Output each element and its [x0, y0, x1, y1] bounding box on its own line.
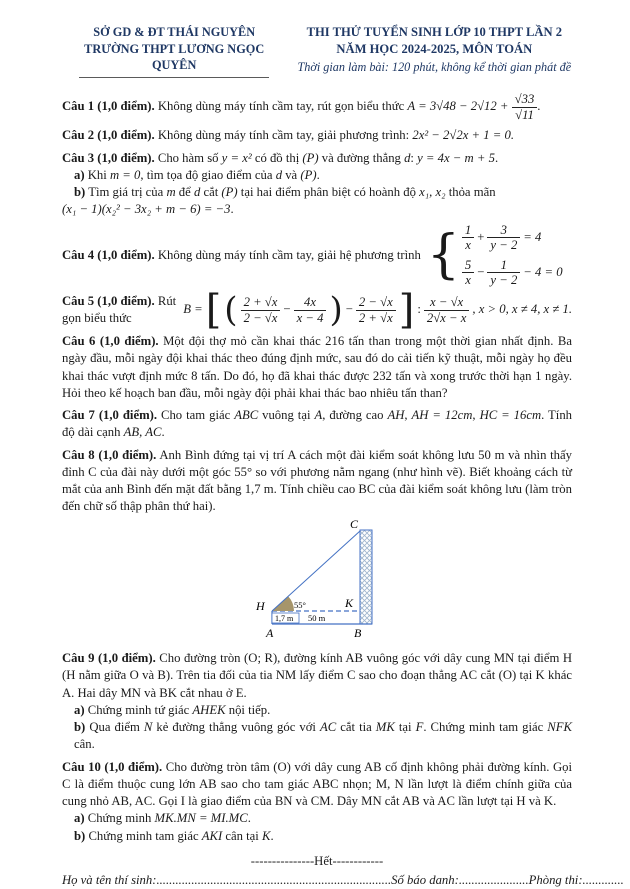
point-B-label: B [354, 625, 362, 640]
exam-duration: Thời gian làm bài: 120 phút, không kể thời gian phát đề [297, 60, 572, 75]
q10b-text: cân tại [222, 828, 263, 843]
candidate-name-label: Họ và tên thí sinh: [62, 873, 157, 888]
question-3a [74, 167, 572, 184]
lhs: B = [183, 302, 203, 317]
right-bracket: ] [398, 287, 415, 334]
q3a-math: (P) [300, 167, 317, 182]
school-name: TRƯỜNG THPT LƯƠNG NGỌC QUYÊN [84, 41, 265, 73]
q9b-math: F [415, 720, 424, 735]
q10a-text: . [247, 811, 251, 826]
exam-title-block [297, 24, 572, 78]
question-10b [74, 828, 572, 845]
divide-colon: : [417, 302, 421, 317]
exam-title: THI THỬ TUYỂN SINH LỚP 10 THPT LẦN 2 [306, 25, 563, 39]
question-8 [62, 447, 572, 516]
document-header [62, 24, 572, 78]
question-10a [74, 810, 572, 827]
q10a-math: MK.MN = MI.MC [154, 811, 248, 826]
q3a-text: Khi [84, 167, 110, 182]
question-1-fraction [512, 92, 541, 122]
candidate-number-dots: ...................... [458, 873, 529, 888]
end-marker: ---------------Hết------------ [250, 853, 384, 868]
rhs: − 4 = 0 [523, 265, 563, 280]
q7-text: . Tính độ dài cạnh [62, 408, 573, 440]
question-4-text: Không dùng máy tính cầm tay, giải hệ phương trình [154, 247, 421, 262]
question-6-body: Một đội thợ mỏ cần khai thác 216 tấn than trong một thời gian nhất định. Ba ngày đầu, mỗi ngày đội khai thác theo đúng định mức, sau đó do cải tiến kỹ thuật, mỗi ngày họ đều khai thác vượt định mức 8 tấn. Do đó, họ đã khai thác được 232 tấn và xong trước thời hạn 1 ngày. Hỏi theo kế hoạch ban đầu, mỗi ngày đội phải khai thác bao nhiêu tấn than? [62, 334, 572, 400]
num: x − √x [430, 294, 464, 309]
q10b-text: . [270, 828, 274, 843]
conditions: , x > 0, x ≠ 4, x ≠ 1. [472, 302, 572, 317]
system-brace: { [426, 224, 460, 285]
q9b-text: Qua điểm [85, 720, 144, 735]
num: 1 [464, 222, 472, 237]
q3b-math: x₁, x₂ [419, 185, 446, 200]
den: x [462, 272, 474, 288]
question-2-formula: 2x² − 2√2x + 1 = 0. [412, 128, 514, 143]
q3-text: có đồ thị [251, 150, 303, 165]
q9b-math: NFK [547, 720, 572, 735]
q3a-math: d [275, 167, 283, 182]
q9b-text: . Chứng minh tam giác [423, 720, 548, 735]
frac [294, 295, 327, 325]
question-9 [62, 650, 572, 702]
q7-text: vuông tại [258, 408, 315, 423]
question-10 [62, 759, 572, 811]
q3b-marker: b) [74, 185, 86, 200]
den: 2 − √x [241, 310, 281, 326]
q3b-math: m [166, 185, 176, 200]
question-2-label: Câu 2 (1,0 điểm). [62, 128, 155, 143]
q3b-period: . [230, 202, 234, 217]
q9a-text: nội tiếp. [225, 702, 271, 717]
q3-math: y = x² [221, 150, 252, 165]
q9b-text: cân. [74, 737, 95, 752]
q10b-math: AKI [201, 828, 223, 843]
operator: + [477, 230, 485, 245]
question-9a [74, 702, 572, 719]
q3-text: và đường thẳng [318, 150, 405, 165]
q3b-text: tại hai điểm phân biệt có hoành độ [237, 185, 420, 200]
q7-text: , [472, 408, 480, 423]
eye-height-label: 1,7 m [275, 613, 294, 623]
frac [462, 258, 474, 288]
question-7 [62, 407, 572, 442]
q3-text: : [410, 150, 418, 165]
q3b-text: để [175, 185, 194, 200]
frac [241, 295, 281, 325]
question-6 [62, 333, 572, 402]
point-A-label: A [266, 625, 274, 640]
num: 2 − √x [358, 294, 393, 309]
frac [356, 295, 396, 325]
distance-label: 50 m [308, 612, 326, 623]
candidate-name-dots: .......................................................................... [156, 873, 392, 888]
q7-math: AB, AC [123, 425, 162, 440]
frac [487, 258, 520, 288]
q9b-math: N [143, 720, 153, 735]
q10a-text: Chứng minh [84, 811, 155, 826]
question-7-label: Câu 7 (1,0 điểm). [62, 408, 158, 423]
q10b-math: K [262, 828, 271, 843]
q3b-text: Tìm giá trị của [85, 185, 167, 200]
question-4-label: Câu 4 (1,0 điểm). [62, 247, 155, 262]
q9b-text: cắt tia [336, 720, 376, 735]
school-block [62, 24, 286, 78]
tower-diagram [242, 518, 392, 640]
q3a-text: , tìm tọa độ giao điểm của [140, 167, 276, 182]
angle-wedge [272, 596, 294, 611]
q7-text: , đường cao [322, 408, 388, 423]
frac [462, 223, 474, 253]
num: 3 [500, 222, 508, 237]
q7-math: AH [387, 408, 405, 423]
question-1 [62, 92, 572, 122]
candidate-number-label: Số báo danh: [391, 873, 459, 888]
operator: − [345, 302, 353, 317]
q3b-math: (P) [221, 185, 238, 200]
equation-system [427, 223, 563, 288]
q3-math: y = 4x − m + 5 [417, 150, 495, 165]
frac [487, 223, 520, 253]
q3-text: Cho hàm số [157, 150, 222, 165]
point-K-label: K [345, 595, 354, 610]
question-9b [74, 719, 572, 754]
point-H-label: H [256, 598, 265, 613]
q3-text: . [494, 150, 499, 165]
operator: − [283, 302, 291, 317]
question-5-text: Rút gọn biểu thức [62, 293, 177, 326]
q3b-equation: (x₁ − 1)(x₂² − 3x₂ + m − 6) = −3 [62, 202, 231, 217]
system-equation-1 [462, 223, 563, 253]
question-10-label: Câu 10 (1,0 điểm). [62, 759, 163, 774]
question-8-label: Câu 8 (1,0 điểm). [62, 447, 157, 462]
q7-text: Cho tam giác [157, 408, 235, 423]
q3a-text: và [282, 167, 301, 182]
angle-label: 55° [294, 599, 306, 610]
fraction-denominator: √11 [512, 107, 537, 123]
den: 2 + √x [356, 310, 396, 326]
num: 1 [500, 257, 508, 272]
question-3-label: Câu 3 (1,0 điểm). [62, 150, 155, 165]
exam-subtitle: NĂM HỌC 2024-2025, MÔN TOÁN [336, 42, 533, 57]
question-6-label: Câu 6 (1,0 điểm). [62, 334, 159, 349]
den: x − 4 [294, 310, 327, 326]
den: y − 2 [487, 272, 520, 288]
den: x [462, 237, 474, 253]
q9b-text: tại [394, 720, 416, 735]
operator: − [477, 265, 485, 280]
system-equations [462, 223, 563, 288]
q3b-text: cắt [200, 185, 222, 200]
question-4 [62, 223, 572, 288]
candidate-info-line [62, 872, 624, 889]
question-5-intro [62, 293, 183, 328]
system-equation-2 [462, 258, 563, 288]
q10b-text: Chứng minh tam giác [85, 828, 202, 843]
department-name: SỞ GD & ĐT THÁI NGUYÊN [93, 25, 256, 39]
q3a-marker: a) [74, 167, 85, 182]
question-5 [62, 287, 572, 334]
question-4-intro [62, 247, 421, 264]
left-paren: ( [224, 289, 238, 330]
question-1-label: Câu 1 (1,0 điểm). [62, 99, 155, 114]
q7-math: HC = 16cm [479, 408, 542, 423]
question-10-body: Cho đường tròn tâm (O) với dây cung AB cố định không phải đường kính. Gọi C là điểm thuộc cung lớn AB sao cho tam giác ABC nhọn; M, N lần lượt là điểm chính giữa của cung nhỏ AB, AC. Gọi I là giao điểm của BN và CM. Dây MN cắt AB và AC lần lượt tại H và K. [62, 759, 572, 809]
q3b-math: d [193, 185, 201, 200]
q9a-math: AHEK [192, 702, 226, 717]
frac [424, 295, 469, 325]
q3-math: (P) [302, 150, 319, 165]
question-1-period: . [537, 99, 541, 114]
question-5-label: Câu 5 (1,0 điểm). [62, 293, 155, 308]
header-underline [79, 77, 269, 78]
q7-math: AH = 12cm [411, 408, 473, 423]
right-paren: ) [329, 289, 343, 330]
q10a-marker: a) [74, 811, 85, 826]
num: 5 [464, 257, 472, 272]
question-1-formula: A = 3√48 − 2√12 + [407, 99, 509, 114]
q3b-text: thỏa mãn [445, 185, 496, 200]
exam-room-dots: ............. [582, 873, 624, 888]
question-2-text: Không dùng máy tính cầm tay, giải phương trình: [154, 128, 413, 143]
q3-math: d [404, 150, 411, 165]
exam-room-label: Phòng thi: [528, 873, 583, 888]
question-8-body: Anh Bình đứng tại vị trí A cách một đài kiểm soát không lưu 50 m và nhìn thấy đỉnh C của đài này dưới một góc 55° so với phương nằm ngang (như hình vẽ). Biết khoảng cách từ mắt của anh Bình đến mặt đất bằng 1,7 m. Tính chiều cao BC của đài kiểm soát không lưu (làm tròn đến chữ số thập phân thứ hai). [62, 447, 572, 514]
num: 4x [304, 294, 316, 309]
q3a-text: . [316, 167, 320, 182]
q9b-marker: b) [74, 720, 86, 735]
fraction-numerator: √33 [514, 92, 535, 107]
q9a-text: Chứng minh tứ giác [84, 702, 193, 717]
q7-text: , [404, 408, 412, 423]
q10b-marker: b) [74, 828, 86, 843]
q9a-marker: a) [74, 702, 85, 717]
point-C-label: C [350, 516, 359, 531]
q7-math: ABC [234, 408, 259, 423]
question-8-figure [62, 518, 572, 645]
q9b-math: MK [375, 720, 395, 735]
question-5-formula [183, 287, 572, 334]
q9b-text: kẻ đường thẳng vuông góc với [152, 720, 320, 735]
question-9-body: Cho đường tròn (O; R), đường kính AB vuông góc với dây cung MN tại điểm H (H nằm giữa O và B). Trên tia đối của tia NM lấy điểm C sao cho đoạn thẳng AC cắt (O) tại K khác A. Hai dây MN và BK cắt nhau ở E. [62, 650, 573, 700]
question-2 [62, 127, 572, 144]
rhs: = 4 [523, 230, 542, 245]
q9b-math: AC [320, 720, 337, 735]
question-3b [74, 184, 572, 201]
left-bracket: [ [205, 287, 222, 334]
q7-text: . [161, 425, 165, 440]
num: 2 + √x [243, 294, 278, 309]
question-1-text: Không dùng máy tính cầm tay, rút gọn biểu thức [154, 99, 408, 114]
question-3 [62, 150, 572, 167]
q7-math: A [314, 408, 323, 423]
den: y − 2 [487, 237, 520, 253]
question-9-label: Câu 9 (1,0 điểm). [62, 650, 156, 665]
tower-rect [360, 530, 372, 624]
question-3b-formula [62, 201, 572, 218]
den: 2√x − x [424, 310, 469, 326]
q3a-math: m = 0 [109, 167, 141, 182]
